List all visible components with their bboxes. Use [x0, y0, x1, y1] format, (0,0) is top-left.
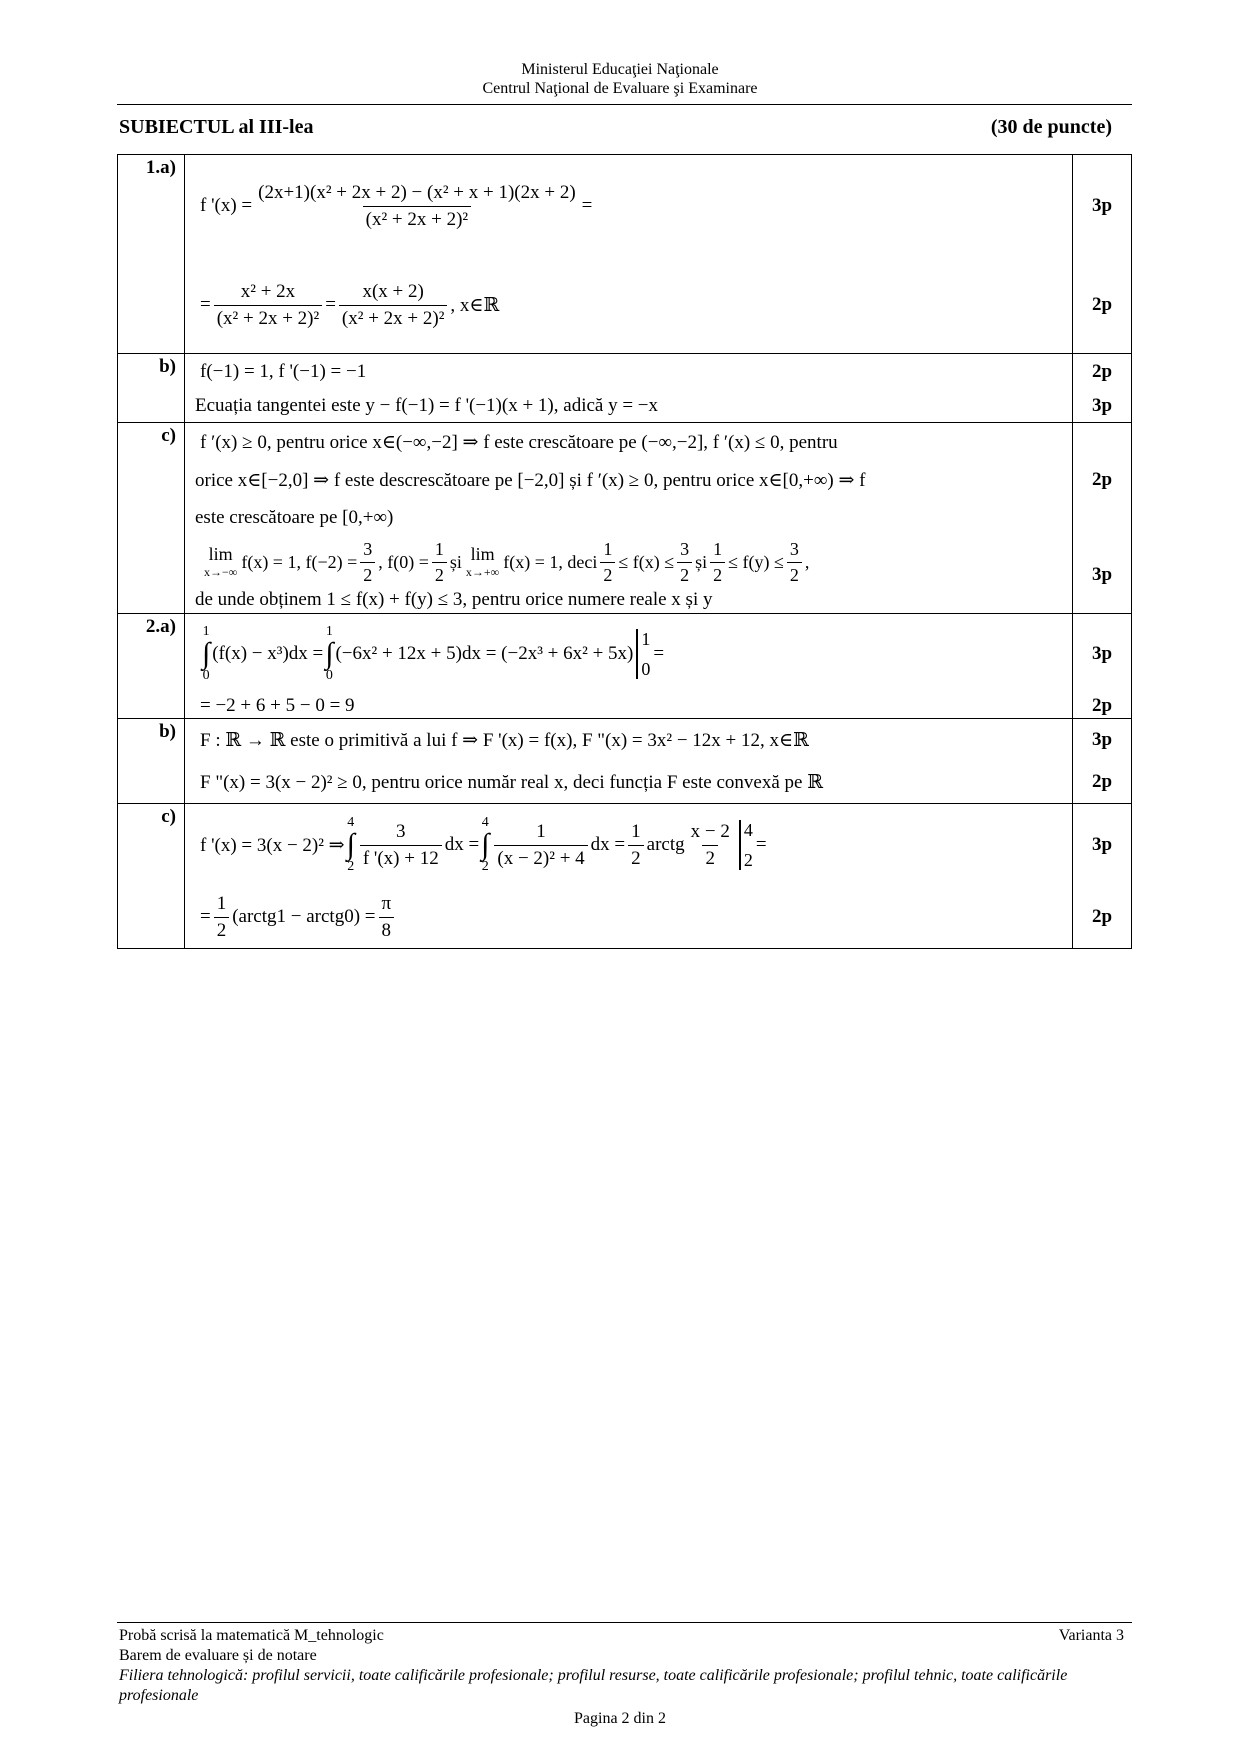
fraction: $\frac{1}{\text{(x − 2)² + 4}}$: [494, 821, 587, 870]
fraction: $\frac{1}{2}$: [600, 539, 615, 586]
fraction: $\frac{\text{x² + 2x}}{\text{(x² + 2x + 2)²}}$: [214, 281, 322, 330]
footer-rule: [117, 1622, 1132, 1623]
row-label: 1.a): [118, 155, 185, 354]
table-row: [118, 614, 1132, 719]
points-cell: 2p 3p: [1073, 423, 1132, 614]
fraction: $\frac{1}{2}$: [214, 893, 230, 942]
formula-line: = $\frac{\text{x² + 2x}}{\text{(x² + 2x + 2)²}}$ = $\frac{x(x + 2)}{\text{(x² + 2x + 2)²}}$ , x∈ℝ: [200, 280, 500, 329]
formula-line: lim x→−∞ f(x) = 1, f(−2) = $\frac{3}{2}$ , f(0) = $\frac{1}{2}$ și lim x→+∞ f(x) = 1, deci $\frac{1}{2}$ ≤ f(x) ≤ $\frac{3}{2}$ și $\frac{1}{2}$ ≤ f(y) ≤ $\frac{3}{2}$ ,: [204, 538, 810, 585]
page-header: [0, 60, 1240, 98]
fraction: $\frac{1}{2}$: [710, 539, 725, 586]
page-footer: [119, 1626, 1124, 1706]
text-block: f ′(x) ≥ 0, pentru orice x∈(−∞,−2] ⇒ f este crescătoare pe (−∞,−2], f ′(x) ≤ 0, pentru orice x∈[−2,0] ⇒ f este descrescătoare pe [−2,0] și f ′(x) ≥ 0, pentru orice x∈[0,+∞) ⇒ f este crescătoare pe [0,+∞): [195, 431, 866, 529]
ministry-name: Ministerul Educaţiei Naţionale: [521, 61, 719, 78]
row-content: [185, 804, 1073, 949]
table-row: [118, 719, 1132, 804]
integral-sign: 4 ∫ 2: [346, 815, 355, 874]
limit: lim x→+∞: [465, 544, 500, 579]
formula-line: 1 ∫ 0 (f(x) − x³)dx = 1 ∫ 0 (−6x² + 12x + 5)dx = (−2x³ + 6x² + 5x) 1 0 =: [202, 624, 665, 683]
center-name: Centrul Naţional de Evaluare şi Examinare: [482, 80, 758, 97]
track-description: Filiera tehnologică: profilul servicii, toate calificările profesionale; profilul resurse, toate calificările profesionale; profilul tehnic, toate calificările profesionale: [119, 1667, 1068, 1704]
table-row: [118, 354, 1132, 423]
points-cell: 3p 2p: [1073, 719, 1132, 804]
fraction: $\frac{x(x + 2)}{\text{(x² + 2x + 2)²}}$: [339, 281, 447, 330]
table-row: [118, 423, 1132, 614]
row-label: b): [118, 354, 185, 423]
points-cell: 3p 2p: [1073, 614, 1132, 719]
row-label: b): [118, 719, 185, 804]
fraction: $\frac{3}{2}$: [360, 539, 375, 586]
formula-line: f '(x) = 3(x − 2)² ⇒ 4 ∫ 2 $\frac{3}{f '(x) + 12}$ dx = 4 ∫ 2 $\frac{1}{\text{(x − 2)² + 4}}$ dx = $\frac{1}{2}$ arctg $\frac{x - 2}{2}$ 4 2 =: [200, 815, 767, 874]
exam-name: Probă scrisă la matematică M_tehnologic: [119, 1627, 384, 1644]
evaluation-bar: 1 0: [636, 629, 650, 679]
row-content: [185, 155, 1073, 354]
fraction: $\frac{1}{2}$: [628, 821, 644, 870]
formula-line: f '(x) = $\frac{\text{(2x+1)(x² + 2x + 2) − (x² + x + 1)(2x + 2)}}{\text{(x² + 2x + 2)²}}$ =: [200, 181, 593, 230]
evaluation-bar: 4 2: [739, 820, 753, 870]
points-cell: 2p 3p: [1073, 354, 1132, 423]
fraction: $\frac{\pi}{8}$: [379, 893, 395, 942]
fraction: $\frac{1}{2}$: [432, 539, 447, 586]
fraction: $\frac{3}{2}$: [677, 539, 692, 586]
row-label: c): [118, 423, 185, 614]
row-content: f ′(x) ≥ 0, pentru orice x∈(−∞,−2] ⇒ f este crescătoare pe (−∞,−2], f ′(x) ≤ 0, pentru orice x∈[−2,0] ⇒ f este descrescătoare pe [−2,0] și f ′(x) ≥ 0, pentru orice x∈[0,+∞) ⇒ f este crescătoare pe [0,+∞) lim x→−∞ f(x) = 1, f(−2) = $\frac{3}{2}$ , f(0) = $\frac{1}{2}$ și lim x→+∞ f(x) = 1, deci $\frac{1}{2}$ ≤ f(x) ≤ $\frac{3}{2}$ și $\frac{1}{2}$ ≤ f(y) ≤ $\frac{3}{2}$ , de unde obținem 1 ≤ f(x) + f(y) ≤ 3, pentru orice numere reale x și y: [185, 423, 1073, 614]
integral-sign: 1 ∫ 0: [325, 624, 334, 683]
points-cell: 3p 2p: [1073, 804, 1132, 949]
integral-sign: 1 ∫ 0: [202, 624, 211, 683]
fraction: $\frac{3}{f '(x) + 12}$: [360, 821, 442, 870]
fraction: $\frac{3}{2}$: [787, 539, 802, 586]
subject-points: (30 de puncte): [990, 116, 1112, 138]
points-cell: 3p 2p: [1073, 155, 1132, 354]
table-row: [118, 155, 1132, 354]
header-rule: [117, 104, 1132, 105]
subject-title: SUBIECTUL al III-lea: [119, 116, 314, 138]
row-label: c): [118, 804, 185, 949]
fraction: $\frac{\text{(2x+1)(x² + 2x + 2) − (x² + x + 1)(2x + 2)}}{\text{(x² + 2x + 2)²}}$: [258, 181, 576, 230]
limit: lim x→−∞: [204, 544, 238, 579]
row-content: 1 ∫ 0 (f(x) − x³)dx = 1 ∫ 0 (−6x² + 12x + 5)dx = (−2x³ + 6x² + 5x) 1 0 = = −2 + 6 + 5 − 0 = 9: [185, 614, 1073, 719]
row-label: 2.a): [118, 614, 185, 719]
variant-label: Varianta 3: [1058, 1627, 1124, 1644]
formula-line: = $\frac{1}{2}$ (arctg1 − arctg0) = $\frac{\pi}{8}$: [195, 886, 1066, 948]
document-type: Barem de evaluare și de notare: [119, 1647, 317, 1664]
integral-sign: 4 ∫ 2: [481, 815, 490, 874]
table-row: [118, 804, 1132, 949]
row-content: F : ℝ → ℝ este o primitivă a lui f ⇒ F '(x) = f(x), F "(x) = 3x² − 12x + 12, x∈ℝ F "(x) = 3(x − 2)² ≥ 0, pentru orice număr real x, deci funcția F este convexă pe ℝ: [185, 719, 1073, 804]
page-number: Pagina 2 din 2: [574, 1710, 666, 1727]
scoring-table: [117, 154, 1132, 949]
row-content: f(−1) = 1, f '(−1) = −1 Ecuația tangentei este y − f(−1) = f '(−1)(x + 1), adică y = −x: [185, 354, 1073, 423]
fraction: $\frac{x - 2}{2}$: [690, 820, 730, 869]
